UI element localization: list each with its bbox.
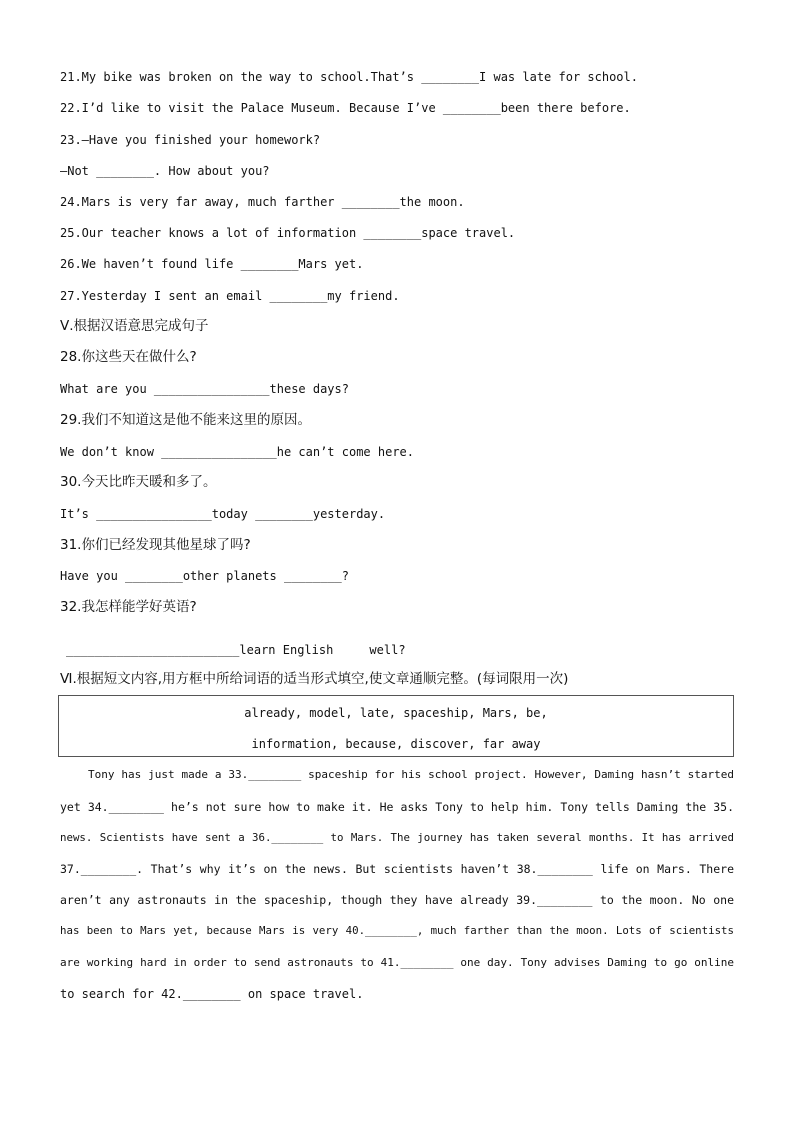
word-box-row-1: already, model, late, spaceship, Mars, be, — [244, 706, 548, 720]
word-box — [58, 695, 734, 757]
question-22: 22.I’d like to visit the Palace Museum. Because I’ve ________been there before. — [60, 101, 631, 115]
passage-line-4: 37.________. That’s why it’s on the news. But scientists haven’t 38.________ life on Mars. There — [60, 862, 734, 876]
question-26: 26.We haven’t found life ________Mars yet. — [60, 257, 364, 271]
question-21: 21.My bike was broken on the way to school.That’s ________I was late for school. — [60, 70, 638, 84]
question-23-prompt: 23.—Have you finished your homework? — [60, 133, 321, 147]
question-30-chinese: 30.今天比昨天暖和多了。 — [60, 474, 217, 490]
question-32-english: ________________________learn English well? — [66, 643, 406, 657]
question-28-english: What are you ________________these days? — [60, 382, 349, 396]
word-box-row-2: information, because, discover, far away — [251, 737, 541, 751]
passage-line-8: to search for 42.________ on space travel. — [60, 987, 364, 1001]
question-31-english: Have you ________other planets ________? — [60, 569, 349, 583]
question-32-chinese: 32.我怎样能学好英语? — [60, 599, 197, 615]
question-29-chinese: 29.我们不知道这是他不能来这里的原因。 — [60, 412, 311, 428]
question-23-answer: —Not ________. How about you? — [60, 164, 270, 178]
question-29-english: We don’t know ________________he can’t come here. — [60, 445, 415, 459]
passage-line-2: yet 34.________ he’s not sure how to make it. He asks Tony to help him. Tony tells Daming the 35. — [60, 800, 734, 814]
section-v-heading: Ⅴ.根据汉语意思完成句子 — [60, 318, 209, 334]
question-27: 27.Yesterday I sent an email ________my friend. — [60, 289, 400, 303]
question-28-chinese: 28.你这些天在做什么? — [60, 349, 197, 365]
passage-line-7: are working hard in order to send astronauts to 41.________ one day. Tony advises Daming to go online — [60, 956, 734, 969]
passage-line-5: aren’t any astronauts in the spaceship, though they have already 39.________ to the moon. No one — [60, 893, 734, 907]
question-24: 24.Mars is very far away, much farther ________the moon. — [60, 195, 465, 209]
passage-line-6: has been to Mars yet, because Mars is very 40.________, much farther than the moon. Lots of scientists — [60, 924, 734, 937]
passage-line-1: Tony has just made a 33.________ spaceship for his school project. However, Daming hasn’t started — [88, 768, 734, 781]
question-25: 25.Our teacher knows a lot of information ________space travel. — [60, 226, 516, 240]
passage-line-3: news. Scientists have sent a 36.________ to Mars. The journey has taken several months. It has arrived — [60, 831, 734, 844]
section-vi-heading: Ⅵ.根据短文内容,用方框中所给词语的适当形式填空,使文章通顺完整。(每词限用一次) — [60, 671, 569, 687]
question-31-chinese: 31.你们已经发现其他星球了吗? — [60, 537, 251, 553]
question-30-english: It’s ________________today ________yesterday. — [60, 507, 386, 521]
